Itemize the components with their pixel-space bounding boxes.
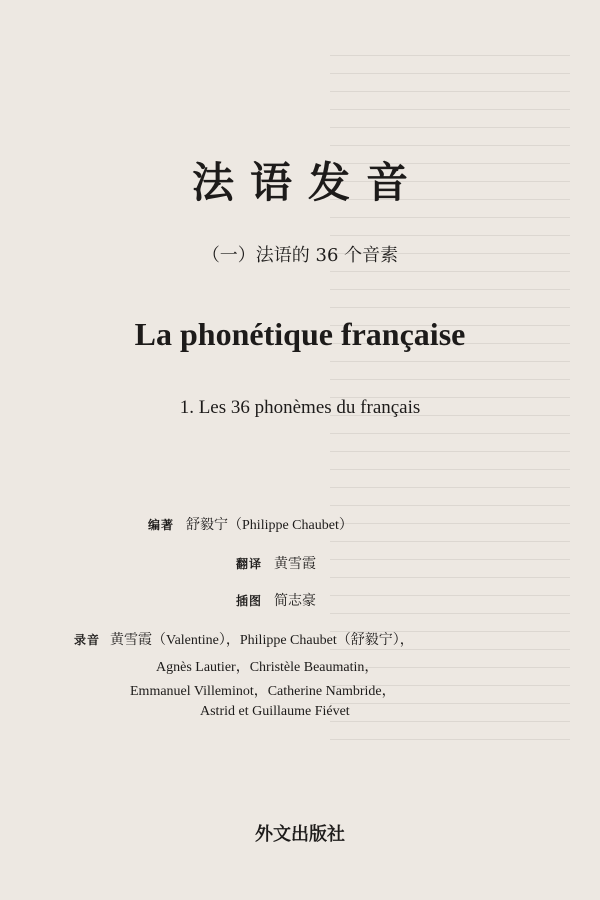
french-subtitle: 1. Les 36 phonèmes du français (179, 397, 421, 418)
french-title: La phonétique française (134, 316, 466, 352)
chinese-subtitle: （一）法语的 36 个音素 (201, 245, 399, 266)
author-role: 编著 (148, 518, 175, 532)
translator-credit (236, 553, 316, 573)
chinese-title: 法语发音 (191, 158, 424, 207)
author-name: 舒毅宁（Philippe Chaubet） (186, 518, 353, 533)
illustrator-credit (236, 590, 316, 610)
recording-names-1: 黄雪霞（Valentine），Philippe Chaubet（舒毅宁）， (110, 633, 414, 648)
recording-credit-line-4: Astrid et Guillaume Fiévet (200, 704, 350, 719)
translator-name: 黄雪霞 (274, 557, 317, 572)
recording-credit-line-2: Agnès Lautier，Christèle Beaumatin， (156, 660, 379, 675)
translator-role: 翻译 (236, 557, 263, 571)
publisher-name: 外文出版社 (255, 824, 345, 845)
illustrator-role: 插图 (236, 594, 263, 608)
recording-credit-line-3: Emmanuel Villeminot，Catherine Nambride， (130, 684, 396, 699)
recording-credit-line-1 (74, 629, 414, 649)
illustrator-name: 简志豪 (274, 594, 317, 609)
recording-role: 录音 (74, 633, 101, 647)
author-credit (148, 514, 353, 534)
